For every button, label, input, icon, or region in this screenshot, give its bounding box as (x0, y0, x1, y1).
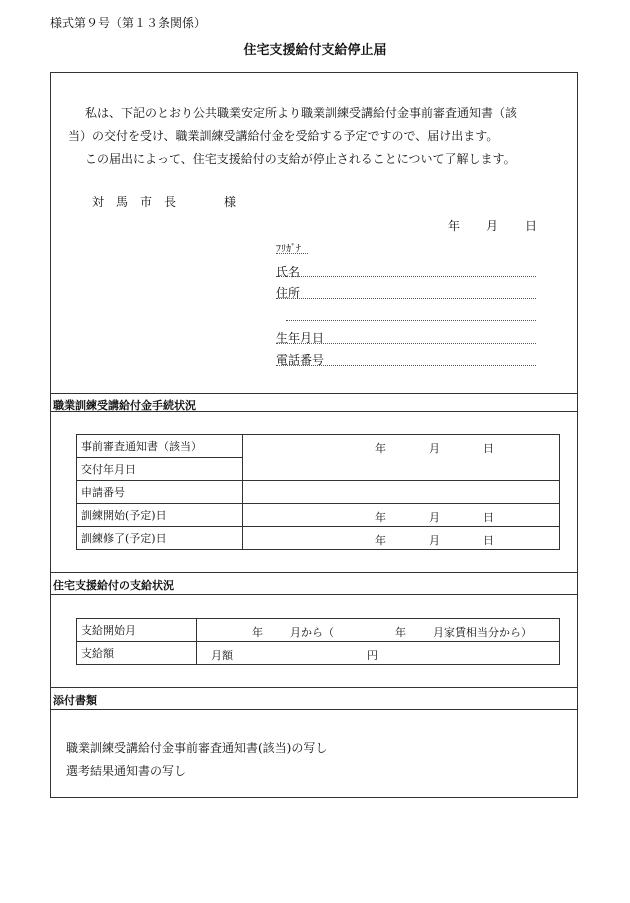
label-cell (77, 642, 197, 665)
start-month-cell[interactable] (197, 619, 560, 642)
start-month-2: 月家賃相当分から） (433, 626, 532, 639)
form-title: 住宅支援給付支給停止届 (243, 43, 387, 58)
date-month: 月 (486, 219, 499, 233)
address-field[interactable] (276, 298, 536, 299)
label-cell (77, 504, 243, 527)
label-cell (77, 435, 243, 458)
label-cell (77, 458, 243, 481)
notice-issue-label-2: 交付年月日 (81, 463, 136, 476)
date-day: 日 (525, 219, 538, 233)
monthly-label: 月額 (211, 649, 233, 662)
section2-title: 住宅支援給付の支給状況 (53, 579, 174, 592)
label-cell (77, 619, 197, 642)
table-row (77, 642, 560, 665)
section3-top-rule (50, 687, 578, 688)
section2-title-rule (50, 594, 578, 595)
label-cell (77, 481, 243, 504)
furigana-label: ﾌﾘｶﾞﾅ (276, 244, 301, 255)
table-row (77, 481, 560, 504)
address-label: 住所 (276, 286, 301, 300)
section3-title-rule (50, 709, 578, 710)
application-number-cell[interactable] (243, 481, 560, 504)
payment-table (76, 618, 560, 665)
date-year: 年 (448, 219, 461, 233)
row3-day: 日 (483, 511, 494, 524)
label-cell (77, 527, 243, 550)
section1-title-rule (50, 411, 578, 412)
training-start-label: 訓練開始(予定)日 (81, 509, 167, 522)
section2-top-rule (50, 572, 578, 573)
furigana-underline (276, 253, 308, 254)
procedure-table (76, 434, 560, 550)
intro-line-1: 私は、下記のとおり公共職業安定所より職業訓練受講給付金事前審査通知書（該 (85, 106, 518, 120)
training-end-cell[interactable] (243, 527, 560, 550)
attachment-item-2: 選考結果通知書の写し (66, 764, 187, 778)
training-start-cell[interactable] (243, 504, 560, 527)
name-field[interactable] (276, 276, 536, 277)
phone-field[interactable] (276, 365, 536, 366)
row4-day: 日 (483, 534, 494, 547)
phone-label: 電話番号 (276, 353, 325, 367)
start-year-2: 年 (395, 626, 406, 639)
amount-cell[interactable] (197, 642, 560, 665)
start-month-label: 支給開始月 (81, 624, 136, 637)
name-label: 氏名 (276, 265, 301, 279)
birthdate-label: 生年月日 (276, 331, 325, 345)
amount-label: 支給額 (81, 647, 114, 660)
addressee-name: 対 馬 市 長 (92, 195, 177, 209)
row4-month: 月 (429, 534, 440, 547)
row1-year: 年 (375, 442, 386, 455)
birthdate-field[interactable] (276, 343, 536, 344)
row4-year: 年 (375, 534, 386, 547)
training-end-label: 訓練修了(予定)日 (81, 532, 167, 545)
section1-title: 職業訓練受講給付金手続状況 (53, 399, 196, 412)
row1-month: 月 (429, 442, 440, 455)
row3-month: 月 (429, 511, 440, 524)
table-row (77, 435, 560, 458)
attachment-item-1: 職業訓練受講給付金事前審査通知書(該当)の写し (66, 741, 328, 755)
form-number: 様式第９号（第１３条関係） (50, 16, 207, 30)
intro-line-2: 当）の交付を受け、職業訓練受講給付金を受給する予定ですので、届け出ます。 (68, 129, 499, 143)
section3-title: 添付書類 (53, 694, 97, 707)
table-row (77, 619, 560, 642)
intro-line-3: この届出によって、住宅支援給付の支給が停止されることについて了解します。 (85, 152, 516, 166)
start-month-from: 月から（ (290, 626, 334, 639)
row1-day: 日 (483, 442, 494, 455)
row3-year: 年 (375, 511, 386, 524)
section1-top-rule (50, 393, 578, 394)
notice-issue-label: 事前審査通知書（該当） (81, 440, 202, 453)
application-number-label: 申請番号 (81, 486, 125, 499)
addressee-honorific: 様 (224, 195, 237, 209)
address-field-line2[interactable] (286, 320, 536, 321)
table-row (77, 504, 560, 527)
table-row (77, 527, 560, 550)
notice-issue-date-cell[interactable] (243, 435, 560, 481)
yen-label: 円 (367, 649, 378, 662)
start-year: 年 (252, 626, 263, 639)
